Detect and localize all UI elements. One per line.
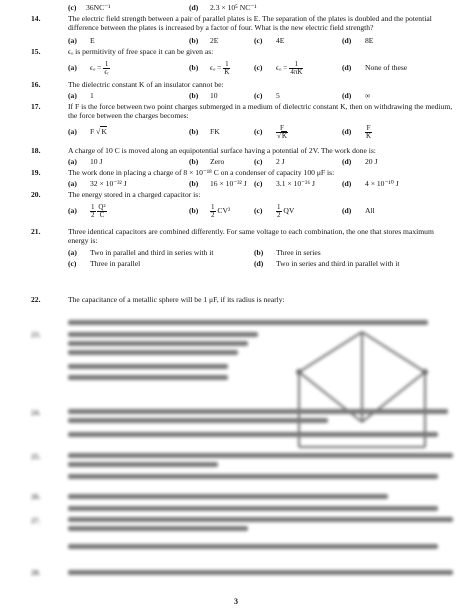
option-label: (d) — [342, 127, 352, 136]
option-text: Two in series and third in parallel with it — [276, 259, 400, 268]
option-label: (a) — [68, 63, 77, 72]
question-text: A charge of 10 C is moved along an equipotential surface having a potential of 2V. The work done is: — [68, 146, 376, 155]
option-text: ϵₒ = $\frac{1}{4\pi K}$ — [276, 59, 303, 76]
option-label: (c) — [254, 91, 263, 100]
q20-options — [0, 200, 474, 222]
blurred-text-line — [68, 409, 448, 414]
blurred-text-line — [68, 453, 453, 458]
option-label: (b) — [189, 179, 199, 188]
option-text: 10 J — [90, 157, 103, 166]
blurred-text-line — [68, 432, 438, 437]
option-label: (a) — [68, 206, 77, 215]
blurred-text-line — [68, 350, 238, 355]
option-text: 5 — [276, 91, 280, 100]
option-label: (b) — [189, 36, 199, 45]
option-text: 32 × 10⁻³² J — [90, 179, 127, 188]
blurred-text-line — [68, 462, 218, 467]
option-text: All — [365, 206, 375, 215]
option-label: (a) — [68, 91, 77, 100]
option-label: (d) — [342, 91, 352, 100]
question-text: The capacitance of a metallic sphere will be 1 μF, if its radius is nearly: — [68, 295, 285, 304]
option-label: (d) — [342, 157, 352, 166]
option-text: FK — [210, 127, 220, 136]
option-label: (a) — [68, 157, 77, 166]
question-number: 15. — [31, 47, 41, 56]
option-label: (c) — [68, 3, 77, 12]
option-text: Two in parallel and third in series with it — [90, 248, 214, 257]
option-text: None of these — [365, 63, 408, 72]
option-text: 8E — [365, 36, 374, 45]
option-label: (b) — [189, 127, 199, 136]
blurred-section: 23. 24. 25. 26. 27. 28. — [0, 312, 474, 612]
question-number: 14. — [31, 14, 41, 23]
blurred-text-line — [68, 375, 228, 380]
option-label: (c) — [254, 206, 263, 215]
question-text: Three identical capacitors are combined differently. For same voltage to each combination, the one that stores maximum energy is: — [68, 227, 434, 245]
option-label: (d) — [189, 3, 199, 12]
blurred-text-line — [68, 544, 438, 549]
question-text: ϵₒ is permitivity of free space it can be given as: — [68, 47, 214, 56]
option-text: 4 × 10⁻¹⁰ J — [365, 179, 399, 188]
option-label: (b) — [189, 206, 199, 215]
option-text: 10 — [210, 91, 218, 100]
option-label: (d) — [254, 259, 264, 268]
question-number: 18. — [31, 146, 41, 155]
option-text: ϵₒ = $\frac{1}{K}$ — [210, 59, 230, 76]
option-label: (d) — [342, 36, 352, 45]
option-label: (a) — [68, 179, 77, 188]
blurred-text-line — [68, 517, 453, 522]
capacitor-network-diagram — [287, 322, 437, 458]
option-label: (d) — [342, 179, 352, 188]
question-number: 20. — [31, 190, 41, 199]
option-text: $\frac{1}{2}$ $\frac{\text{Q²}}{C}$ — [91, 202, 106, 219]
option-label: (b) — [189, 91, 199, 100]
option-text: $\frac{1}{2}$ QV — [277, 202, 295, 219]
question-number: 17. — [31, 102, 41, 111]
option-label: (a) — [68, 127, 77, 136]
q15-options — [0, 58, 474, 78]
option-text: E — [90, 36, 95, 45]
blurred-text-line — [68, 570, 453, 575]
question-number: 21. — [31, 227, 41, 236]
option-label: (c) — [254, 36, 263, 45]
blurred-text-line — [68, 494, 388, 499]
option-text: Three in series — [276, 248, 321, 257]
question-text: The electric field strength between a pair of parallel plates is E. The separation of the plates is doubled and the potential difference between the plates is increased by a factor of four. What is the new electric field strength? — [68, 14, 432, 32]
option-text: Zero — [210, 157, 225, 166]
blurred-text-line — [68, 506, 438, 511]
option-label: (d) — [342, 63, 352, 72]
page-number: 3 — [234, 597, 238, 606]
option-text: 3.1 × 10⁻²⁶ J — [276, 179, 315, 188]
option-text: 4E — [276, 36, 285, 45]
option-label: (b) — [189, 157, 199, 166]
option-text: 2.3 × 10⁵ NC⁻¹ — [210, 3, 257, 12]
option-text: $\frac{F}{K}$ — [366, 123, 372, 140]
option-text: 16 × 10⁻³² J — [210, 179, 247, 188]
option-text: 2E — [210, 36, 219, 45]
option-label: (c) — [254, 179, 263, 188]
question-text: The energy stored in a charged capacitor is: — [68, 190, 201, 199]
option-text: $\frac{F}{√K}$ — [277, 123, 287, 140]
blurred-text-line — [68, 341, 248, 346]
blurred-text-line — [68, 332, 258, 337]
option-text: 20 J — [365, 157, 378, 166]
option-text: ϵₒ = $\frac{1}{\text{ϵᵣ}}$ — [90, 59, 109, 76]
question-text: The dielectric constant K of an insulator cannot be: — [68, 80, 224, 89]
option-text: Three in parallel — [90, 259, 141, 268]
option-text: 36NC⁻¹ — [86, 3, 111, 12]
option-label: (b) — [254, 248, 264, 257]
q17-options — [0, 121, 474, 143]
blurred-text-line — [68, 364, 228, 369]
question-number: 16. — [31, 80, 41, 89]
option-text: $\frac{1}{2}$ CV² — [211, 202, 231, 219]
option-text: ∞ — [365, 91, 371, 100]
option-text: 1 — [90, 91, 94, 100]
blurred-text-line — [68, 474, 438, 479]
option-label: (c) — [68, 259, 77, 268]
question-number: 22. — [31, 295, 41, 304]
option-label: (d) — [342, 206, 352, 215]
option-label: (b) — [189, 63, 199, 72]
option-label: (a) — [68, 36, 77, 45]
question-text: If F is the force between two point charges submerged in a medium of dielectric constant K, then on withdrawing the medium, the force between the charges becomes: — [68, 102, 453, 120]
question-number: 19. — [31, 168, 41, 177]
option-label: (a) — [68, 248, 77, 257]
blurred-text-line — [68, 418, 328, 423]
option-label: (c) — [254, 157, 263, 166]
option-text: 2 J — [276, 157, 285, 166]
question-text: The work done in placing a charge of 8 × 10⁻¹⁸ C on a condenser of capacity 100 μF is: — [68, 168, 335, 177]
option-text: F √K — [90, 127, 107, 136]
option-label: (c) — [254, 63, 263, 72]
option-label: (c) — [254, 127, 263, 136]
blurred-text-line — [68, 526, 248, 531]
